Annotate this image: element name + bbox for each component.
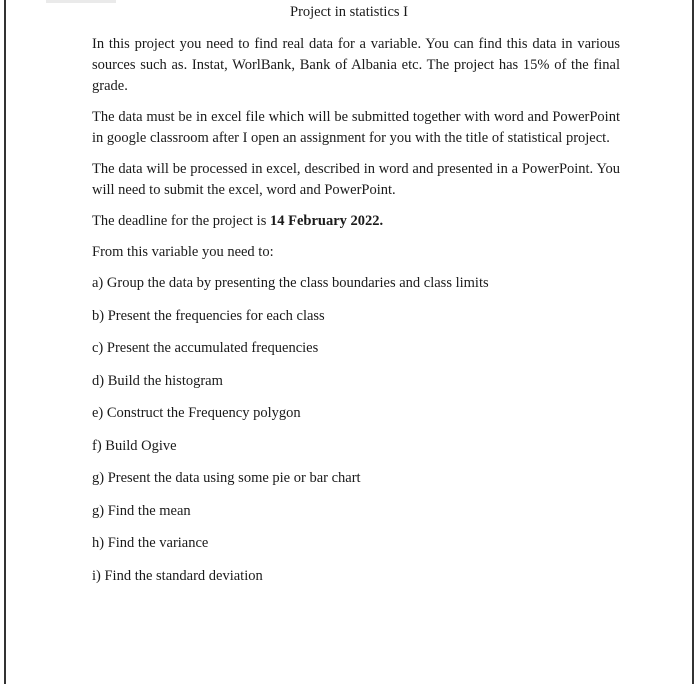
task-item: b) Present the frequencies for each class [92,307,325,324]
task-item: h) Find the variance [92,535,209,551]
document-body [92,34,620,598]
tasks-intro: From this variable you need to: [92,244,274,260]
task-item: g) Find the mean [92,502,191,519]
deadline-prefix: The deadline for the project is [92,213,270,229]
deadline-line [92,211,620,232]
task-item: f) Build Ogive [92,437,177,454]
deadline-date: 14 February 2022. [269,213,384,229]
task-item: g) Present the data using some pie or bar chart [92,470,361,486]
paragraph-processing: The data will be processed in excel, described in word and presented in a PowerPoint. You will need to submit the excel, word and PowerPoint. [92,161,620,198]
task-item: e) Construct the Frequency polygon [92,405,301,421]
task-item: d) Build the histogram [92,372,223,389]
task-item: c) Present the accumulated frequencies [92,340,319,356]
paragraph-data-sources: In this project you need to find real data for a variable. You can find this data in various sources such as. Instat, WorlBank, Bank of Albania etc. The project has 15% of the final grade. [92,36,620,94]
document-page [4,0,694,684]
document-title: Project in statistics I [290,4,408,20]
task-list [92,273,620,587]
task-item: a) Group the data by presenting the class boundaries and class limits [92,275,489,291]
paragraph-submission: The data must be in excel file which will be submitted together with word and PowerPoint in google classroom after I open an assignment for you with the title of statistical project. [92,109,620,146]
task-item: i) Find the standard deviation [92,567,263,584]
